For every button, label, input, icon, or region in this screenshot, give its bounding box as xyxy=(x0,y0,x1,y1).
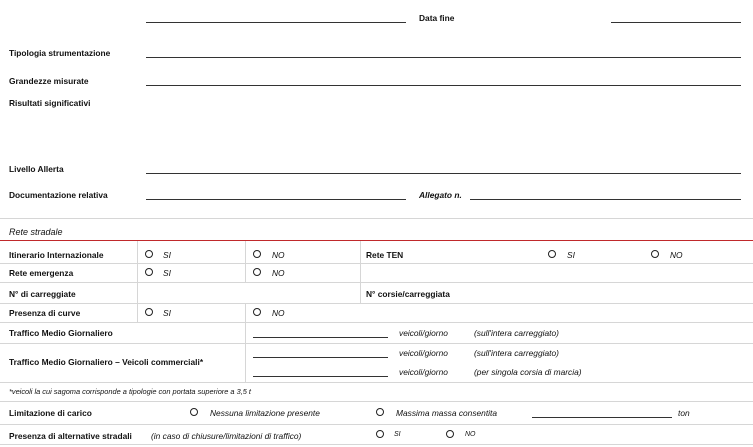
carreggiate-label: N° di carreggiate xyxy=(9,289,76,299)
alternative-stradali-note: (in caso di chiusure/limitazioni di traffico) xyxy=(151,431,302,441)
footnote: *veicoli la cui sagoma corrisponde a tipologie con portata superiore a 3,5 t xyxy=(9,387,251,396)
section-title: Rete stradale xyxy=(9,227,63,237)
curve-no-label: NO xyxy=(272,308,285,318)
alternative-no-radio[interactable] xyxy=(446,430,454,438)
curve-si-label: SI xyxy=(163,308,171,318)
curve-si-radio[interactable] xyxy=(145,308,153,316)
tipologia-strumentazione-line[interactable] xyxy=(146,57,741,58)
tgm-commerciali-line-2[interactable] xyxy=(253,376,388,377)
data-fine-line[interactable] xyxy=(611,22,741,23)
nessuna-limitazione-label: Nessuna limitazione presente xyxy=(210,408,320,418)
alternative-si-label: SI xyxy=(394,431,401,438)
row-rule xyxy=(0,444,753,445)
section-top-rule xyxy=(0,218,753,219)
massima-massa-line[interactable] xyxy=(532,417,672,418)
curve-no-radio[interactable] xyxy=(253,308,261,316)
row-rule xyxy=(0,322,753,323)
alternative-no-label: NO xyxy=(465,431,476,438)
row-rule xyxy=(0,282,753,283)
tipologia-strumentazione-label: Tipologia strumentazione xyxy=(9,48,111,58)
rete-ten-si-radio[interactable] xyxy=(548,250,556,258)
rete-ten-no-radio[interactable] xyxy=(651,250,659,258)
rete-ten-si-label: SI xyxy=(567,250,575,260)
col-rule xyxy=(245,303,246,382)
ton-label: ton xyxy=(678,408,690,418)
rete-emergenza-no-label: NO xyxy=(272,268,285,278)
limitazione-carico-label: Limitazione di carico xyxy=(9,408,92,418)
row-rule xyxy=(0,401,753,402)
row-rule xyxy=(0,343,753,344)
itinerario-no-label: NO xyxy=(272,250,285,260)
row-rule xyxy=(0,382,753,383)
col-rule xyxy=(137,241,138,322)
rete-emergenza-si-label: SI xyxy=(163,268,171,278)
tgm-commerciali-note-2: (per singola corsia di marcia) xyxy=(474,367,582,377)
rete-ten-no-label: NO xyxy=(670,250,683,260)
tgm-commerciali-unit-1: veicoli/giorno xyxy=(399,348,448,358)
nessuna-limitazione-radio[interactable] xyxy=(190,408,198,416)
tgm-commerciali-line-1[interactable] xyxy=(253,357,388,358)
tgm-commerciali-unit-2: veicoli/giorno xyxy=(399,367,448,377)
allegato-line[interactable] xyxy=(470,199,741,200)
rete-ten-label: Rete TEN xyxy=(366,250,404,260)
data-fine-label: Data fine xyxy=(419,13,455,23)
rete-emergenza-no-radio[interactable] xyxy=(253,268,261,276)
col-rule xyxy=(245,241,246,282)
tgm-unit: veicoli/giorno xyxy=(399,328,448,338)
corsie-carreggiata-label: N° corsie/carreggiata xyxy=(366,289,450,299)
itinerario-no-radio[interactable] xyxy=(253,250,261,258)
allegato-label: Allegato n. xyxy=(419,190,462,200)
tgm-commerciali-label: Traffico Medio Giornaliero – Veicoli commerciali* xyxy=(9,357,204,367)
col-rule xyxy=(360,241,361,303)
presenza-curve-label: Presenza di curve xyxy=(9,308,81,318)
rete-emergenza-label: Rete emergenza xyxy=(9,268,74,278)
rete-emergenza-si-radio[interactable] xyxy=(145,268,153,276)
risultati-significativi-label: Risultati significativi xyxy=(9,98,91,108)
tgm-line[interactable] xyxy=(253,337,388,338)
massima-massa-label: Massima massa consentita xyxy=(396,408,498,418)
grandezze-misurate-label: Grandezze misurate xyxy=(9,76,89,86)
row-rule xyxy=(0,263,753,264)
tgm-label: Traffico Medio Giornaliero xyxy=(9,328,113,338)
alternative-si-radio[interactable] xyxy=(376,430,384,438)
row-rule xyxy=(0,303,753,304)
alternative-stradali-label: Presenza di alternative stradali xyxy=(9,431,132,441)
tgm-note: (sull'intera carreggiato) xyxy=(474,328,559,338)
row-rule xyxy=(0,424,753,425)
livello-allerta-line[interactable] xyxy=(146,173,741,174)
section-divider xyxy=(0,240,753,241)
tgm-commerciali-note-1: (sull'intera carreggiato) xyxy=(474,348,559,358)
grandezze-misurate-line[interactable] xyxy=(146,85,741,86)
itinerario-si-label: SI xyxy=(163,250,171,260)
massima-massa-radio[interactable] xyxy=(376,408,384,416)
documentazione-relativa-label: Documentazione relativa xyxy=(9,190,108,200)
itinerario-internazionale-label: Itinerario Internazionale xyxy=(9,250,104,260)
data-inizio-line[interactable] xyxy=(146,22,406,23)
documentazione-relativa-line[interactable] xyxy=(146,199,406,200)
livello-allerta-label: Livello Allerta xyxy=(9,164,64,174)
itinerario-si-radio[interactable] xyxy=(145,250,153,258)
